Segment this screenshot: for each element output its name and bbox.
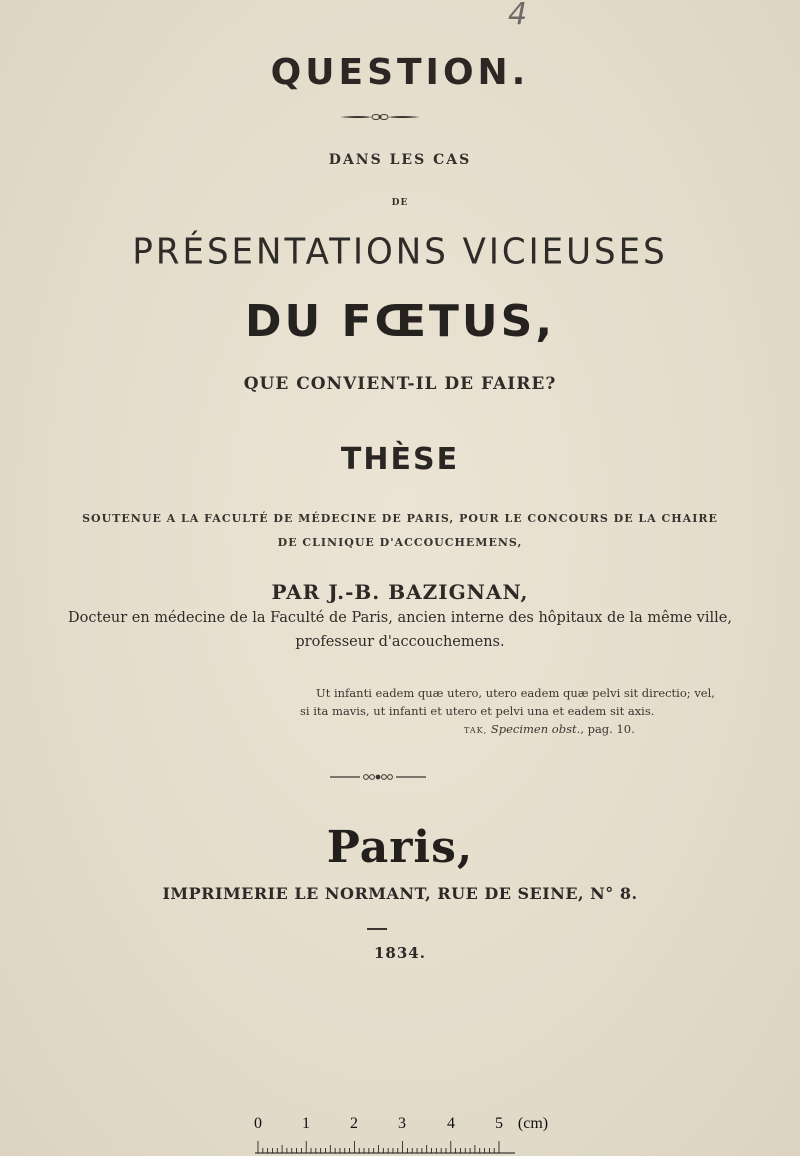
line-presentations: PRÉSENTATIONS VICIEUSES: [132, 231, 668, 273]
ruler-label-1: 1: [302, 1115, 310, 1132]
publication-year: 1834.: [374, 944, 426, 962]
ornament-rule-2-icon: [330, 773, 426, 781]
epigraph-line-1: Ut infanti eadem quæ utero, utero eadem quæ pelvi sit directio; vel,: [316, 686, 715, 700]
line-question: QUE CONVIENT-IL DE FAIRE?: [243, 374, 557, 394]
city-name: Paris,: [326, 822, 474, 873]
author-name: PAR J.-B. BAZIGNAN,: [271, 580, 529, 604]
ruler-label-2: 2: [350, 1115, 358, 1132]
ruler-label-4: 4: [447, 1115, 455, 1132]
soutenue-line-1: SOUTENUE A LA FACULTÉ DE MÉDECINE DE PARIS, POUR LE CONCOURS DE LA CHAIRE: [82, 512, 718, 525]
folio-mark: 4: [508, 0, 528, 32]
ruler-label-0: 0: [254, 1115, 262, 1132]
ornament-rule-icon: [340, 112, 420, 122]
scale-ruler: [255, 1136, 515, 1154]
line-foetus: DU FŒTUS,: [244, 296, 556, 347]
line-de: DE: [391, 198, 409, 208]
line-dans-les-cas: DANS LES CAS: [328, 152, 472, 168]
title: QUESTION.: [270, 52, 530, 93]
these-heading: THÈSE: [340, 442, 460, 477]
year-dash: [367, 928, 387, 930]
ruler-label-5: 5: [495, 1115, 503, 1132]
epigraph-source: Specimen obst.,: [490, 722, 584, 736]
ruler-unit: (cm): [517, 1115, 549, 1132]
imprint-line: IMPRIMERIE LE NORMANT, RUE DE SEINE, N° 8.: [162, 884, 638, 903]
epigraph-line-2: si ita mavis, ut infanti et utero et pelvi una et eadem sit axis.: [300, 704, 655, 718]
author-description-2: professeur d'accouchemens.: [295, 634, 505, 650]
epigraph-citation: [464, 722, 635, 736]
ruler-labels: [0, 1115, 800, 1135]
epigraph-page: pag. 10.: [587, 722, 635, 736]
soutenue-line-2: DE CLINIQUE D'ACCOUCHEMENS,: [277, 536, 523, 549]
author-description-1: Docteur en médecine de la Faculté de Paris, ancien interne des hôpitaux de la même ville,: [68, 610, 732, 626]
ruler-label-3: 3: [398, 1115, 406, 1132]
epigraph-author: TAK,: [464, 726, 488, 735]
